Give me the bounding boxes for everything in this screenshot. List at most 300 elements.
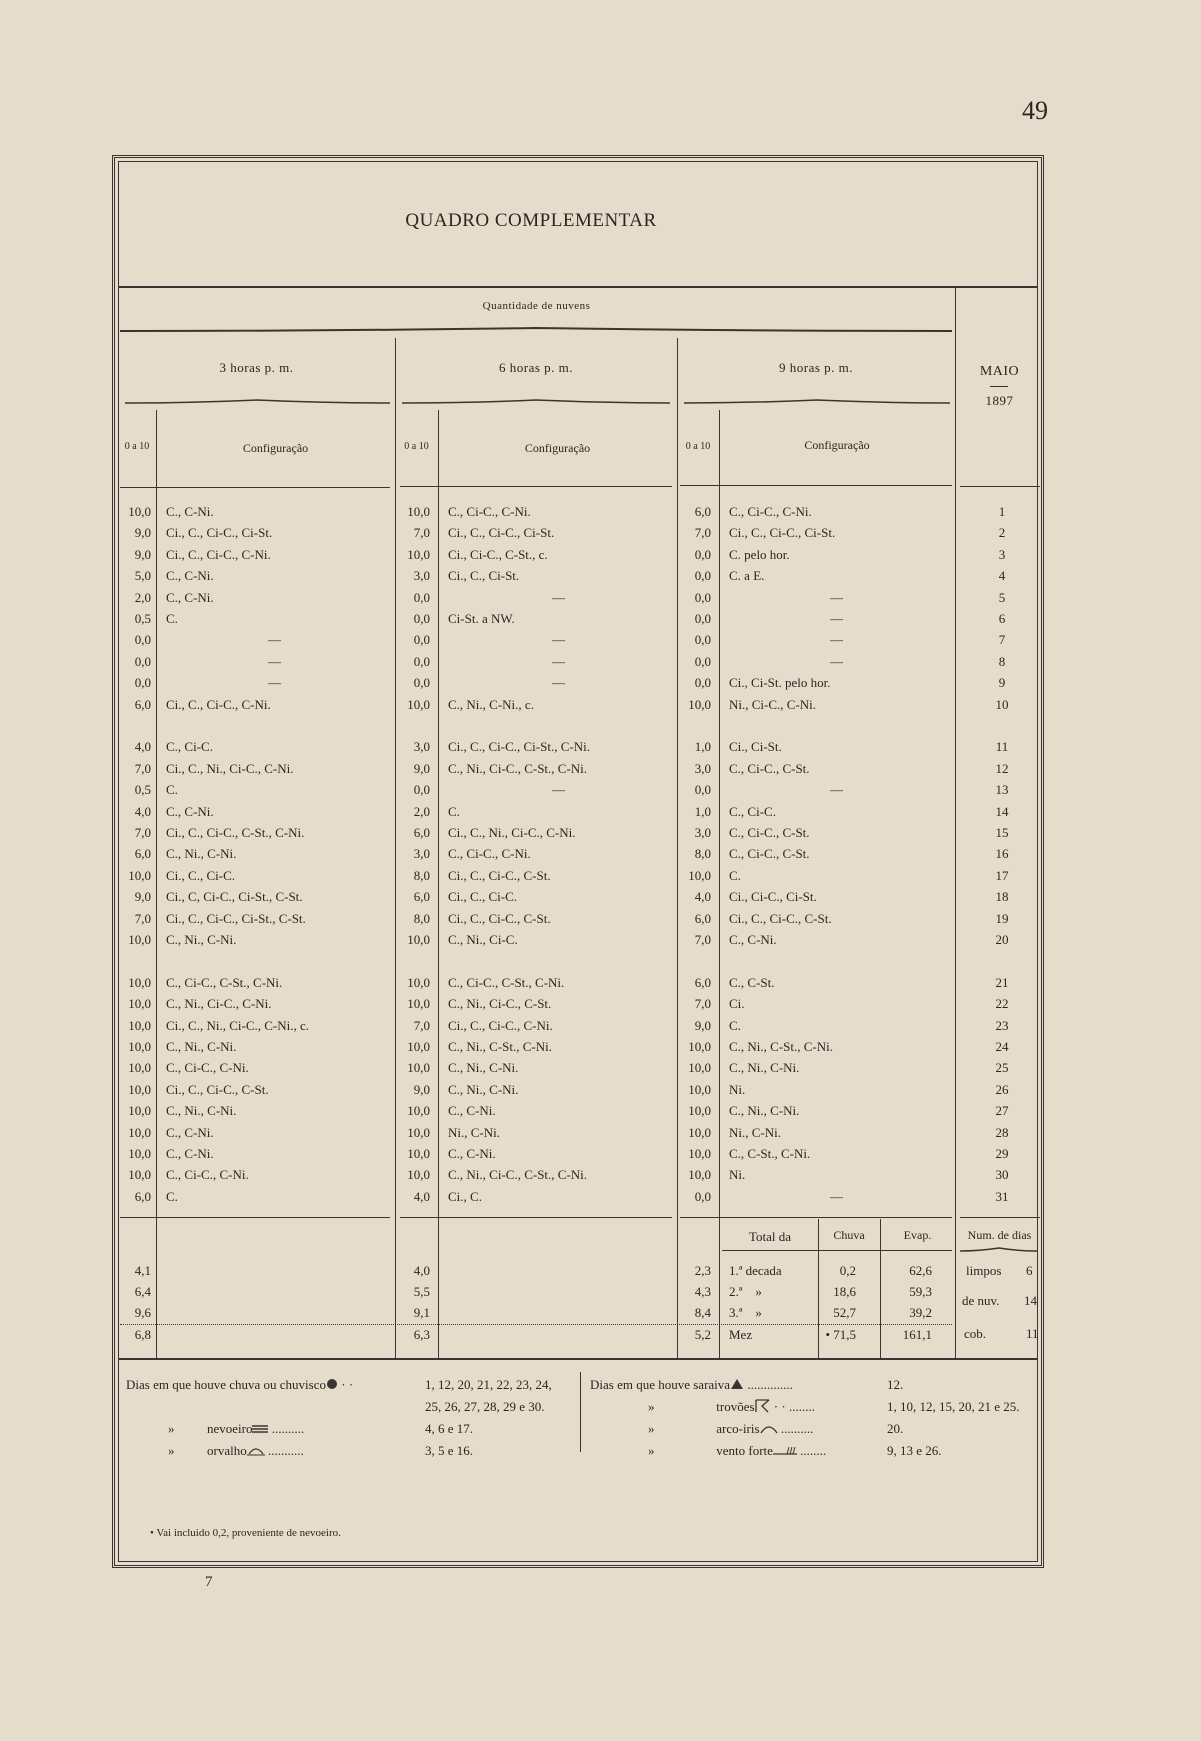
month-column-divider: [955, 288, 956, 1358]
rainbow-icon: [760, 1422, 778, 1438]
cell-3pm-amount: 10,0: [128, 1103, 151, 1119]
cell-3pm-config: C., Ci-C., C-Ni.: [166, 1167, 249, 1183]
footer-right-3-label: » vento forte: [648, 1443, 773, 1458]
cell-9pm-amount: 0,0: [694, 632, 711, 648]
cell-6pm-amount: 10,0: [407, 1146, 430, 1161]
cell-3pm-config: —: [268, 675, 281, 691]
cell-9pm-amount: 7,0: [694, 525, 711, 541]
cell-6pm-config: C., Ni., Ci-C., C-St., C-Ni.: [448, 760, 588, 776]
col-divider-b: [438, 410, 439, 1358]
cell-3pm-amount: 4,0: [134, 803, 151, 819]
summary-rule-9pm: [680, 1217, 952, 1218]
cell-3pm-amount: 2,0: [134, 589, 151, 605]
cell-day: 19: [995, 910, 1009, 926]
cell-6pm-config: Ci., C., Ci-C., Ci-St., C-Ni.: [448, 739, 590, 755]
cell-6pm-amount: 10,0: [407, 996, 430, 1012]
cell-3pm-config: Ci., C., Ci-C., Ci-St.: [166, 525, 273, 541]
summary-rule-3pm: [120, 1217, 390, 1218]
cell-6pm-amount: 10,0: [407, 1124, 430, 1140]
cell-3pm-config: C.: [166, 782, 178, 798]
group-label-9pm: 9 horas p. m.: [778, 360, 854, 375]
cell-6pm-config: Ci., Ci-C., C-St., c.: [448, 546, 548, 562]
cell-3pm-amount: 5,0: [134, 568, 151, 584]
cell-9pm-amount: 10,0: [688, 1167, 711, 1183]
footer-left-3-value: 3, 5 e 16.: [425, 1443, 474, 1458]
summary-period-label: 3.ª »: [729, 1305, 762, 1320]
cell-9pm-amount: 10,0: [688, 1124, 711, 1140]
cell-9pm-config: C., Ni., C-Ni.: [729, 1103, 800, 1119]
cell-6pm-amount: 0,0: [413, 589, 430, 605]
cell-3pm-config: C., Ni., C-Ni.: [166, 846, 237, 862]
strong-wind-icon: [773, 1444, 797, 1460]
cell-6pm-config: C., Ci-C., C-St., C-Ni.: [448, 974, 565, 990]
footer-column-divider: [580, 1372, 581, 1452]
cell-3pm-amount: 9,0: [134, 889, 151, 905]
cell-day: 14: [995, 803, 1009, 819]
cell-6pm-amount: 2,0: [413, 803, 430, 819]
cell-9pm-amount: 7,0: [694, 996, 711, 1012]
cell-3pm-amount: 10,0: [128, 1060, 151, 1076]
cell-day: 16: [995, 846, 1009, 862]
footer-divider: [118, 1358, 1038, 1360]
header-underline-month: [960, 486, 1040, 487]
clouds-brace: [120, 327, 952, 333]
cell-6pm-config: C., Ni., C-St., C-Ni.: [448, 1039, 553, 1054]
cell-9pm-amount: 10,0: [688, 867, 711, 883]
header-underline-3pm: [120, 487, 390, 488]
cell-3pm-config: Ci., C., Ni., Ci-C., C-Ni., c.: [166, 1017, 310, 1033]
summary-9pm-mean: 5,2: [694, 1327, 711, 1342]
cell-3pm-amount: 7,0: [134, 760, 151, 776]
brace-3pm: [125, 399, 390, 405]
footer-left-0-row: [126, 1377, 353, 1394]
cell-6pm-amount: 9,0: [413, 1081, 430, 1097]
cell-3pm-config: C., C-Ni.: [166, 1146, 214, 1161]
cell-6pm-amount: 10,0: [407, 932, 430, 947]
cell-6pm-config: C., Ni., Ci-C., C-St.: [448, 996, 552, 1012]
days-limpos-value: 6: [1026, 1263, 1033, 1278]
footer-right-1-row: [648, 1399, 815, 1417]
cell-6pm-amount: 10,0: [407, 1167, 430, 1183]
footer-right-2-value: 20.: [887, 1421, 904, 1436]
cell-6pm-config: C., Ci-C., C-Ni.: [448, 504, 531, 519]
cell-6pm-amount: 3,0: [413, 739, 430, 755]
cell-6pm-amount: 3,0: [413, 568, 430, 584]
cell-day: 13: [995, 782, 1009, 798]
cell-3pm-amount: 10,0: [128, 1039, 151, 1054]
cell-6pm-amount: 10,0: [407, 974, 430, 990]
scale-header-9pm: 0 a 10: [685, 441, 711, 452]
footer-right-3-leader: ........: [796, 1443, 827, 1458]
summary-month-rule: [120, 1324, 952, 1325]
cell-6pm-amount: 8,0: [413, 910, 430, 926]
cell-3pm-amount: 7,0: [134, 825, 151, 840]
title-divider: [118, 286, 1038, 288]
cell-day: 1: [998, 504, 1006, 519]
chuva-header: Chuva: [833, 1228, 865, 1242]
cell-9pm-amount: 7,0: [694, 932, 711, 947]
cell-6pm-amount: 10,0: [407, 696, 430, 712]
cell-3pm-config: C., C-Ni.: [166, 504, 214, 519]
footer-left-1-leader: [126, 1399, 129, 1414]
evap-header: Evap.: [903, 1228, 932, 1242]
cell-3pm-config: C., Ni., C-Ni.: [166, 932, 237, 947]
cell-3pm-config: C., C-Ni.: [166, 589, 214, 605]
cell-6pm-amount: 7,0: [413, 1017, 430, 1033]
cell-9pm-config: Ci., C., Ci-C., C-St.: [729, 910, 832, 926]
footer-left-3-row: [168, 1443, 304, 1460]
cell-3pm-amount: 10,0: [128, 996, 151, 1012]
brace-6pm: [402, 399, 670, 405]
footer-right-2-leader: ..........: [777, 1421, 814, 1436]
col-divider-c: [719, 410, 720, 1358]
rain-dot-icon: [326, 1378, 338, 1394]
summary-3pm-mean: 4,1: [134, 1263, 151, 1278]
cell-day: 31: [995, 1188, 1009, 1204]
summary-6pm-mean: 4,0: [413, 1263, 430, 1278]
cell-6pm-amount: 6,0: [413, 889, 430, 905]
cell-9pm-config: C.: [729, 1017, 741, 1033]
cell-9pm-amount: 0,0: [694, 546, 711, 562]
month-label: MAIO: [979, 364, 1020, 379]
cell-9pm-amount: 8,0: [694, 846, 711, 862]
cell-9pm-config: C. a E.: [729, 568, 765, 584]
summary-9pm-mean: 8,4: [694, 1305, 711, 1320]
cell-6pm-config: C., C-Ni.: [448, 1103, 496, 1119]
thunder-icon: [755, 1399, 771, 1417]
config-header-3pm: Configuração: [242, 441, 309, 455]
cell-6pm-config: Ci., C., Ci-St.: [448, 568, 520, 584]
dew-icon: [247, 1444, 265, 1460]
cell-9pm-amount: 0,0: [694, 675, 711, 691]
cell-3pm-amount: 10,0: [128, 504, 151, 519]
group-label-6pm: 6 horas p. m.: [498, 360, 574, 375]
cell-3pm-config: C.: [166, 1188, 178, 1204]
cell-3pm-amount: 0,5: [134, 782, 151, 798]
cell-day: 12: [995, 760, 1009, 776]
table-title: QUADRO COMPLEMENTAR: [405, 210, 657, 231]
cell-9pm-amount: 1,0: [694, 803, 711, 819]
footer-right-1-leader: · · ........: [770, 1399, 815, 1414]
cell-3pm-config: C., C-Ni.: [166, 568, 214, 584]
summary-chuva: • 71,5: [825, 1327, 856, 1342]
cell-6pm-config: C., Ci-C., C-Ni.: [448, 846, 531, 862]
cell-day: 28: [995, 1124, 1009, 1140]
cell-6pm-config: C., Ni., C-Ni., c.: [448, 696, 534, 712]
cell-day: 3: [998, 546, 1006, 562]
cell-9pm-config: Ci., Ci-St.: [729, 739, 782, 755]
cell-3pm-config: C., Ni., C-Ni.: [166, 1103, 237, 1119]
days-cob-label: cob.: [964, 1326, 987, 1341]
cell-6pm-config: C., C-Ni.: [448, 1146, 496, 1161]
footer-right-1-label: » trovões: [648, 1399, 755, 1414]
summary-chuva: 52,7: [833, 1305, 856, 1320]
footer-left-3-label: » orvalho: [168, 1443, 247, 1458]
cell-9pm-amount: 3,0: [694, 760, 711, 776]
cell-6pm-config: Ci., C., Ci-C., C-Ni.: [448, 1017, 553, 1033]
cell-3pm-config: Ci., C., Ni., Ci-C., C-Ni.: [166, 760, 294, 776]
cell-6pm-config: Ni., C-Ni.: [448, 1124, 500, 1140]
cell-9pm-amount: 10,0: [688, 1060, 711, 1076]
cell-3pm-amount: 7,0: [134, 910, 151, 926]
cell-9pm-config: Ci.: [729, 996, 745, 1012]
cell-6pm-config: Ci., C., Ci-C., Ci-St.: [448, 525, 555, 541]
cell-9pm-amount: 0,0: [694, 589, 711, 605]
cell-9pm-config: Ci., C., Ci-C., Ci-St.: [729, 525, 836, 541]
cell-9pm-config: C., Ci-C., C-St.: [729, 760, 810, 776]
footer-left-2-label: » nevoeiro: [168, 1421, 253, 1436]
hail-icon: [730, 1378, 744, 1394]
cell-6pm-amount: 10,0: [407, 1039, 430, 1054]
cell-6pm-amount: 9,0: [413, 760, 430, 776]
cell-3pm-config: Ci., C., Ci-C., C-St., C-Ni.: [166, 825, 305, 840]
cell-6pm-amount: 6,0: [413, 825, 430, 840]
cell-6pm-amount: 3,0: [413, 846, 430, 862]
cell-3pm-config: C., Ni., Ci-C., C-Ni.: [166, 996, 272, 1012]
footer-left-2-row: [168, 1421, 304, 1438]
cell-6pm-config: —: [552, 632, 565, 648]
clouds-header: Quantidade de nuvens: [482, 300, 591, 312]
cell-3pm-amount: 0,0: [134, 632, 151, 648]
cell-9pm-config: Ni.: [729, 1081, 746, 1097]
cell-9pm-config: Ci., Ci-C., Ci-St.: [729, 889, 817, 905]
cell-9pm-config: C., Ci-C., C-Ni.: [729, 504, 812, 519]
cell-6pm-amount: 4,0: [413, 1188, 430, 1204]
cell-3pm-amount: 6,0: [134, 696, 151, 712]
cell-9pm-amount: 0,0: [694, 1188, 711, 1204]
cell-6pm-config: Ci., C., Ci-C., C-St.: [448, 867, 551, 883]
cell-day: 23: [995, 1017, 1009, 1033]
cell-3pm-amount: 6,0: [134, 1188, 151, 1204]
footer-right-0-row: [590, 1377, 793, 1394]
group-label-3pm: 3 horas p. m.: [219, 360, 294, 375]
cell-3pm-config: C., C-Ni.: [166, 803, 214, 819]
summary-period-label: Mez: [729, 1327, 753, 1342]
cell-9pm-amount: 0,0: [694, 782, 711, 798]
cell-9pm-amount: 0,0: [694, 611, 711, 626]
footer-left-1-row: [126, 1399, 129, 1415]
cell-6pm-config: Ci., C.: [448, 1188, 482, 1204]
cell-3pm-config: C., C-Ni.: [166, 1124, 214, 1140]
cell-day: 22: [995, 996, 1009, 1012]
footer-left-1-value: 25, 26, 27, 28, 29 e 30.: [425, 1399, 545, 1414]
summary-3pm-mean: 6,4: [134, 1284, 151, 1299]
total-header: Total da: [748, 1229, 792, 1244]
cell-6pm-config: Ci., C., Ni., Ci-C., C-Ni.: [448, 825, 576, 840]
cell-3pm-amount: 0,0: [134, 653, 151, 669]
footer-right-3-value: 9, 13 e 26.: [887, 1443, 942, 1458]
cell-6pm-amount: 0,0: [413, 675, 430, 691]
cell-6pm-amount: 10,0: [407, 504, 430, 519]
cell-day: 24: [995, 1039, 1009, 1054]
cell-day: 10: [995, 696, 1009, 712]
cell-6pm-config: C., Ni., C-Ni.: [448, 1060, 519, 1076]
footer-right-0-leader: ..............: [744, 1377, 793, 1392]
cell-day: 7: [998, 632, 1006, 648]
days-nuv-label: de nuv.: [962, 1293, 1000, 1308]
summary-header-rule: [722, 1250, 952, 1251]
footer-left-2-leader: ..........: [268, 1421, 305, 1436]
cell-6pm-config: C., Ni., C-Ni.: [448, 1081, 519, 1097]
cell-3pm-config: Ci., C., Ci-C., C-St.: [166, 1081, 269, 1097]
col-divider-a: [156, 410, 157, 1358]
cell-9pm-config: C., Ci-C.: [729, 803, 776, 819]
cell-3pm-config: Ci., C., Ci-C., Ci-St., C-St.: [166, 910, 306, 926]
cell-day: 11: [995, 739, 1009, 755]
cell-9pm-config: C., Ni., C-St., C-Ni.: [729, 1039, 834, 1054]
cell-9pm-config: C., C-Ni.: [729, 932, 777, 947]
cell-3pm-config: —: [268, 653, 281, 669]
cell-3pm-config: —: [268, 632, 281, 648]
cell-6pm-amount: 10,0: [407, 546, 430, 562]
summary-3pm-mean: 9,6: [134, 1305, 151, 1320]
cell-6pm-amount: 8,0: [413, 867, 430, 883]
cell-day: 15: [995, 825, 1009, 840]
cell-3pm-config: C., Ci-C., C-St., C-Ni.: [166, 974, 283, 990]
cell-day: 20: [995, 932, 1009, 947]
cell-day: 9: [998, 675, 1006, 691]
cell-9pm-amount: 10,0: [688, 696, 711, 712]
cell-9pm-amount: 10,0: [688, 1039, 711, 1054]
footer-left-0-value: 1, 12, 20, 21, 22, 23, 24,: [425, 1377, 552, 1392]
cell-6pm-amount: 0,0: [413, 611, 430, 626]
cell-3pm-config: Ci., C., Ci-C.: [166, 867, 235, 883]
config-header-6pm: Configuração: [524, 441, 591, 455]
summary-evap: 62,6: [909, 1263, 932, 1278]
cell-day: 21: [995, 974, 1009, 990]
cell-3pm-config: C., Ci-C.: [166, 739, 213, 755]
cell-6pm-amount: 10,0: [407, 1103, 430, 1119]
summary-evap: 59,3: [909, 1284, 932, 1299]
cell-3pm-config: Ci., C, Ci-C., Ci-St., C-St.: [166, 889, 303, 905]
footer-right-1-value: 1, 10, 12, 15, 20, 21 e 25.: [887, 1399, 1020, 1414]
cell-9pm-amount: 10,0: [688, 1146, 711, 1161]
cell-9pm-config: C., Ni., C-Ni.: [729, 1060, 800, 1076]
summary-3pm-mean: 6,8: [134, 1327, 151, 1342]
fog-icon: [252, 1422, 268, 1438]
footer-right-3-row: [648, 1443, 826, 1460]
cell-day: 4: [998, 568, 1006, 584]
cell-day: 6: [998, 611, 1006, 626]
cell-9pm-amount: 1,0: [694, 739, 711, 755]
cell-day: 27: [995, 1103, 1009, 1119]
cell-3pm-amount: 10,0: [128, 932, 151, 947]
scale-header-3pm: 0 a 10: [124, 441, 150, 452]
cell-day: 5: [998, 589, 1006, 605]
summary-chuva: 0,2: [839, 1263, 856, 1278]
footer-left-3-leader: ...........: [264, 1443, 304, 1458]
cell-6pm-config: Ci., C., Ci-C., C-St.: [448, 910, 551, 926]
summary-6pm-mean: 6,3: [413, 1327, 430, 1342]
cell-3pm-config: Ci., C., Ci-C., C-Ni.: [166, 546, 271, 562]
cell-day: 2: [998, 525, 1006, 541]
cell-9pm-config: C. pelo hor.: [729, 546, 790, 562]
cell-9pm-amount: 10,0: [688, 1103, 711, 1119]
cell-3pm-config: C., Ci-C., C-Ni.: [166, 1060, 249, 1076]
cell-3pm-amount: 10,0: [128, 1124, 151, 1140]
cell-6pm-amount: 10,0: [407, 1060, 430, 1076]
cell-9pm-config: C., C-St., C-Ni.: [729, 1146, 811, 1161]
cell-9pm-config: Ni., C-Ni.: [729, 1124, 781, 1140]
cell-6pm-amount: 7,0: [413, 525, 430, 541]
cell-3pm-amount: 10,0: [128, 974, 151, 990]
cell-6pm-config: C., Ni., Ci-C., C-St., C-Ni.: [448, 1167, 588, 1183]
header-underline-6pm: [400, 486, 672, 487]
cell-6pm-config: C., Ni., Ci-C.: [448, 932, 518, 947]
days-cob-value: 11: [1026, 1326, 1039, 1341]
cell-9pm-config: C., Ci-C., C-St.: [729, 846, 810, 862]
cell-9pm-config: Ni.: [729, 1167, 746, 1183]
summary-9pm-mean: 2,3: [694, 1263, 711, 1278]
summary-rule-6pm: [400, 1217, 672, 1218]
cell-9pm-amount: 3,0: [694, 825, 711, 840]
days-limpos-label: limpos: [966, 1263, 1002, 1278]
cell-3pm-amount: 6,0: [134, 846, 151, 862]
summary-evap: 161,1: [902, 1327, 932, 1342]
cell-3pm-amount: 4,0: [134, 739, 151, 755]
days-brace: [960, 1247, 1038, 1253]
cell-9pm-config: C., C-St.: [729, 974, 775, 990]
cell-9pm-config: —: [830, 653, 843, 669]
cell-6pm-config: —: [552, 653, 565, 669]
footer-right-2-label: » arco-iris: [648, 1421, 760, 1436]
cell-day: 29: [995, 1146, 1009, 1161]
cell-3pm-amount: 0,5: [134, 611, 151, 626]
cell-3pm-amount: 9,0: [134, 525, 151, 541]
days-header: Num. de dias: [967, 1228, 1032, 1242]
header-underline-9pm: [680, 485, 952, 486]
cell-9pm-amount: 6,0: [694, 504, 711, 519]
summary-period-label: 2.ª »: [729, 1284, 762, 1299]
cell-9pm-amount: 6,0: [694, 974, 711, 990]
cell-3pm-amount: 0,0: [134, 675, 151, 691]
scale-header-6pm: 0 a 10: [404, 441, 429, 452]
cell-9pm-amount: 9,0: [694, 1017, 711, 1033]
cell-9pm-config: —: [830, 782, 843, 798]
cell-3pm-amount: 10,0: [128, 1017, 151, 1033]
cell-3pm-config: Ci., C., Ci-C., C-Ni.: [166, 696, 271, 712]
cell-9pm-config: C., Ci-C., C-St.: [729, 825, 810, 840]
cell-9pm-config: C.: [729, 867, 741, 883]
cell-9pm-config: —: [830, 632, 843, 648]
signature-number: 7: [205, 1574, 213, 1590]
cell-3pm-amount: 9,0: [134, 546, 151, 562]
summary-chuva: 18,6: [833, 1284, 856, 1299]
cell-6pm-config: —: [552, 782, 565, 798]
cell-9pm-config: —: [830, 589, 843, 605]
cell-9pm-config: Ni., Ci-C., C-Ni.: [729, 696, 817, 712]
page-number: 49: [1022, 96, 1048, 125]
cell-6pm-config: —: [552, 675, 565, 691]
footer-right-2-row: [648, 1421, 813, 1438]
cell-3pm-config: C., Ni., C-Ni.: [166, 1039, 237, 1054]
cell-day: 17: [995, 867, 1009, 883]
footer-right-0-value: 12.: [887, 1377, 904, 1392]
summary-6pm-mean: 9,1: [413, 1305, 430, 1320]
footnote: • Vai incluido 0,2, proveniente de nevoeiro.: [150, 1527, 341, 1539]
cell-9pm-amount: 10,0: [688, 1081, 711, 1097]
cell-9pm-config: —: [830, 1188, 843, 1204]
cell-day: 26: [995, 1081, 1009, 1097]
cell-day: 18: [995, 889, 1009, 905]
cell-3pm-amount: 10,0: [128, 867, 151, 883]
summary-rule-month: [960, 1217, 1040, 1218]
footer-right-0-label: Dias em que houve saraiva: [590, 1377, 731, 1392]
summary-9pm-mean: 4,3: [694, 1284, 711, 1299]
cell-6pm-amount: 0,0: [413, 782, 430, 798]
cell-3pm-amount: 10,0: [128, 1167, 151, 1183]
brace-9pm: [684, 399, 950, 405]
